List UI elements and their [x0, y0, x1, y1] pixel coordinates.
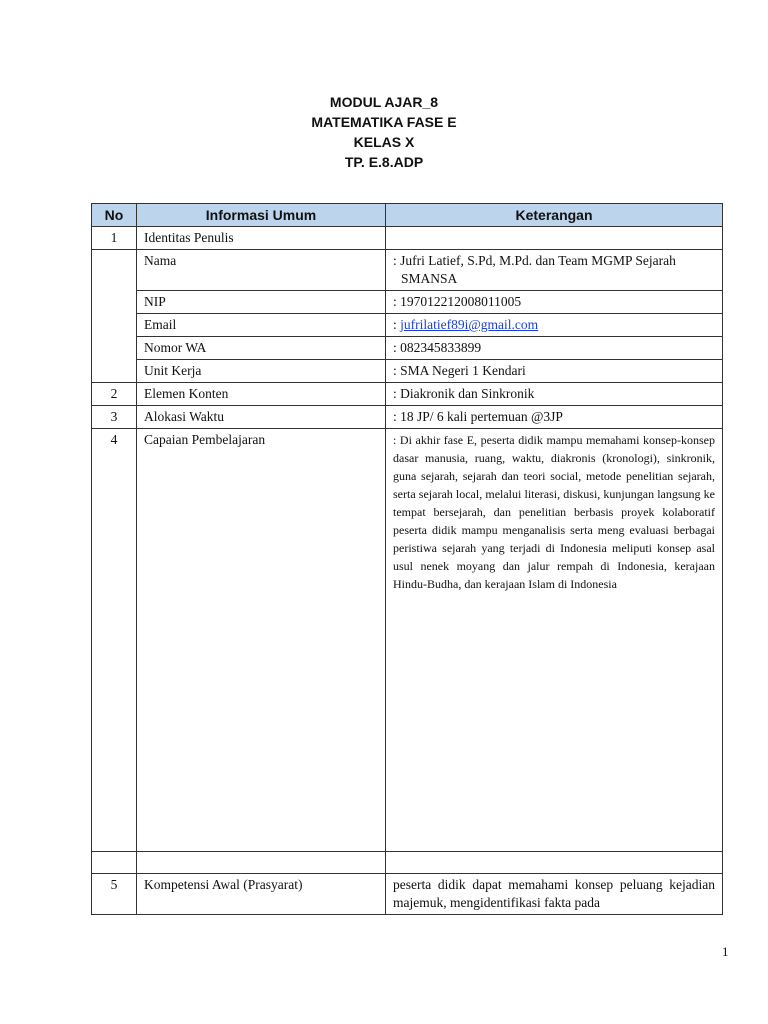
empty-cell [137, 852, 386, 874]
row-value: : 082345833899 [386, 337, 723, 360]
title-line-3: KELAS X [353, 134, 415, 150]
row-label: NIP [137, 291, 386, 314]
document-title [0, 92, 768, 172]
info-table [91, 203, 723, 915]
title-line-2: MATEMATIKA FASE E [311, 114, 457, 130]
empty-cell [92, 852, 137, 874]
row-no: 1 [92, 227, 137, 250]
table-row [92, 291, 723, 314]
header-no: No [92, 204, 137, 227]
page-number: 1 [722, 944, 729, 959]
row-label: Elemen Konten [137, 383, 386, 406]
row-value-nama [386, 250, 723, 291]
row-label: Nomor WA [137, 337, 386, 360]
header-informasi-umum: Informasi Umum [137, 204, 386, 227]
email-prefix: : [393, 317, 401, 332]
row-label: Nama [137, 250, 386, 291]
table-row [92, 337, 723, 360]
table-row [92, 383, 723, 406]
row-value-email [386, 314, 723, 337]
row-value: : SMA Negeri 1 Kendari [386, 360, 723, 383]
email-link[interactable]: jufrilatief89i@gmail.com [400, 317, 539, 332]
table-header-row [92, 204, 723, 227]
table-row [92, 314, 723, 337]
row-label: Unit Kerja [137, 360, 386, 383]
row-no: 4 [92, 429, 137, 852]
row-label: Capaian Pembelajaran [137, 429, 386, 852]
row-value: : 18 JP/ 6 kali pertemuan @3JP [386, 406, 723, 429]
row-value-kompetensi: peserta didik dapat memahami konsep peluang kejadian majemuk, mengidentifikasi fakta pada [386, 874, 723, 915]
nama-line-1: : Jufri Latief, S.Pd, M.Pd. dan Team MGMP Sejarah [393, 253, 676, 268]
title-line-1: MODUL AJAR_8 [329, 94, 439, 110]
row-value: : Diakronik dan Sinkronik [386, 383, 723, 406]
row-label: Email [137, 314, 386, 337]
row-value: : 197012212008011005 [386, 291, 723, 314]
row-no-empty [92, 250, 137, 383]
header-keterangan: Keterangan [386, 204, 723, 227]
table-row [92, 429, 723, 852]
empty-cell [386, 852, 723, 874]
table-row-empty [92, 852, 723, 874]
table-row [92, 406, 723, 429]
table-row [92, 227, 723, 250]
table-row [92, 874, 723, 915]
row-label: Identitas Penulis [137, 227, 386, 250]
table-row [92, 250, 723, 291]
nama-line-2: SMANSA [401, 271, 458, 286]
row-no: 2 [92, 383, 137, 406]
row-value-capaian: : Di akhir fase E, peserta didik mampu memahami konsep-konsep dasar manusia, ruang, waktu, diakronis (kronologi), sinkronik, guna sejarah, sejarah dan teori social, metode penelitian sejarah, serta sejarah local, melalui literasi, diskusi, kunjungan langsung ke tempat bersejarah, dan penelitian berbasis proyek kolaboratif peserta didik mampu menganalisis serta meng evaluasi berbagai peristiwa sejarah yang terjadi di Indonesia meliputi konsep asal usul nenek moyang dan jalur rempah di Indonesia, kerajaan Hindu-Budha, dan kerajaan Islam di Indonesia [386, 429, 723, 852]
row-no: 3 [92, 406, 137, 429]
title-line-4: TP. E.8.ADP [344, 154, 424, 170]
row-label: Alokasi Waktu [137, 406, 386, 429]
row-label: Kompetensi Awal (Prasyarat) [137, 874, 386, 915]
row-no: 5 [92, 874, 137, 915]
table-row [92, 360, 723, 383]
row-value [386, 227, 723, 250]
